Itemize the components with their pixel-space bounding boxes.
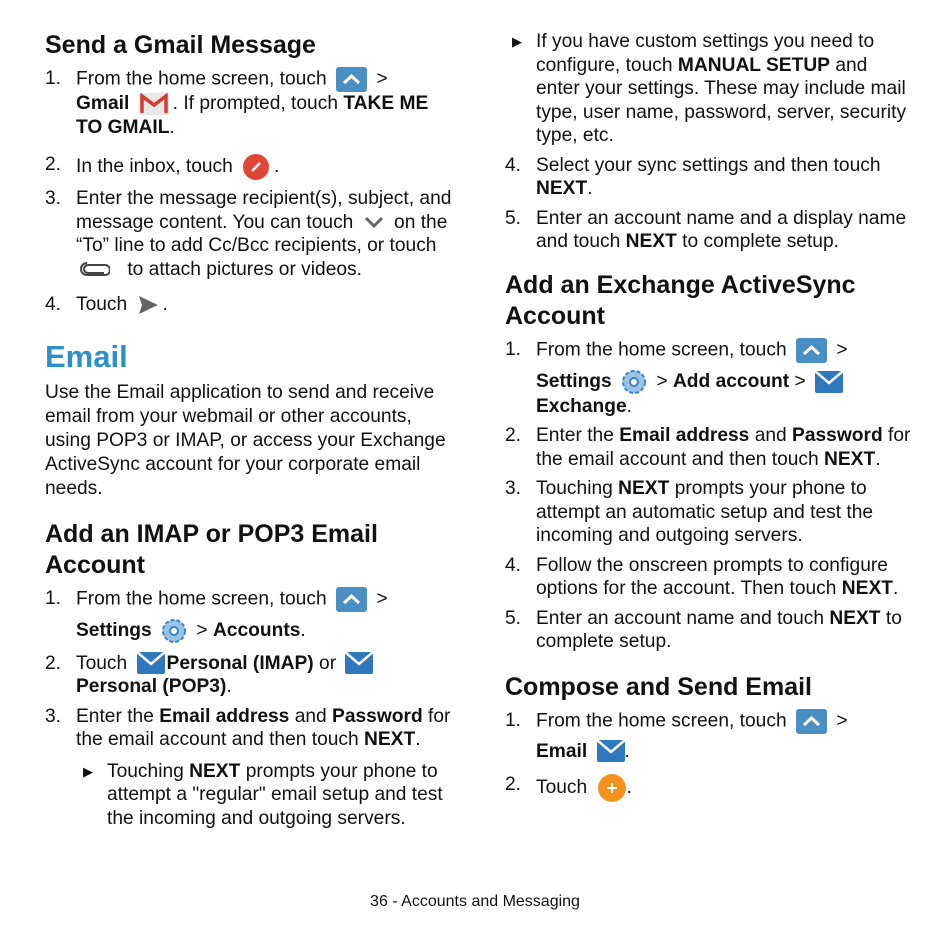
step-number: 3. [505,478,522,499]
imap-steps [45,587,455,831]
list-item: 3. Enter the Email address and Password for the email account and then touch NEXT. ▶ Touching NEXT prompts your phone to attempt a "regular" email setup and test the incoming and outgoing servers. [45,705,455,831]
list-item: 2. Enter the Email address and Password for the email account and then touch NEXT. [505,425,911,470]
bullet-triangle-icon: ▶ [512,34,522,49]
list-item: 3. Enter the message recipient(s), subject, and message content. You can touch on the “To” line to add Cc/Bcc recipients, or touch to attach pictures or videos. [45,188,452,280]
email-icon [597,740,625,762]
email-icon [815,371,843,393]
sub-bullets [76,760,455,831]
step-number: 1. [45,68,62,89]
compose-fab-icon [597,773,627,803]
exchange-section-title: Add an Exchange ActiveSync Account [505,270,856,330]
list-item: 2. In the inbox, touch . [45,153,455,181]
step-number: 3. [45,705,62,727]
list-item: 5. Enter an account name and touch NEXT to complete setup. [505,607,902,652]
left-column [45,30,455,836]
exchange-steps [505,338,915,654]
send-icon [137,294,159,316]
list-item: 2. Touch . [505,773,915,803]
attach-icon [80,261,110,277]
right-column [505,30,915,809]
email-icon [137,652,165,674]
step-number: 4. [505,554,522,576]
apps-icon [796,338,827,363]
apps-icon [336,67,367,92]
chevron-down-icon [363,215,385,229]
step-number: 3. [45,188,62,209]
gmail-steps [45,67,455,317]
apps-icon [796,709,827,734]
compose-icon [242,153,270,181]
step-number: 1. [505,338,522,360]
step-number: 1. [45,587,62,609]
list-item: 5. Enter an account name and a display name and touch NEXT to complete setup. [505,207,907,252]
list-item: 4. Follow the onscreen prompts to configure options for the account. Then touch NEXT. [505,554,899,599]
bullet-triangle-icon: ▶ [83,763,93,779]
email-section-title: Email [45,338,128,374]
list-item: 2. Touch Personal (IMAP) or Personal (POP3). [45,652,455,699]
settings-icon [621,369,647,395]
step-number: 2. [505,774,522,795]
compose-section-title: Compose and Send Email [505,672,813,701]
list-item: 1. From the home screen, touch > Settings > Accounts. [45,587,455,644]
list-item: 4. Touch . [45,294,168,315]
list-item: ▶ Touching NEXT prompts your phone to attempt a "regular" email setup and test the incoming and outgoing servers. [83,760,443,829]
list-item: ▶ If you have custom settings you need to configure, touch MANUAL SETUP and enter your settings. These may include mail type, user name, password, server, security type, etc. [512,31,907,146]
email-intro: Use the Email application to send and receive email from your webmail or other accounts, using POP3 or IMAP, or access your Exchange ActiveSync account for your corporate email needs. [45,381,446,499]
step-number: 5. [505,207,522,229]
step-number: 1. [505,709,522,731]
gmail-section-title: Send a Gmail Message [45,31,316,59]
imap-section-title: Add an IMAP or POP3 Email Account [45,519,378,579]
list-item: 3. Touching NEXT prompts your phone to attempt an automatic setup and test the incoming and outgoing servers. [505,478,874,546]
step-number: 2. [45,652,62,674]
continued-steps [505,154,915,254]
step-number: 4. [45,294,62,315]
gmail-icon [139,93,169,115]
compose-steps [505,709,915,804]
list-item: 4. Select your sync settings and then touch NEXT. [505,154,881,199]
step-number: 4. [505,154,522,176]
step-number: 5. [505,607,522,629]
email-icon [345,652,373,674]
step-number: 2. [505,425,522,446]
list-item: 1. From the home screen, touch > Gmail . If prompted, touch TAKE ME TO GMAIL. [45,68,429,138]
list-item: 1. From the home screen, touch > Email . [505,709,848,762]
step-number: 2. [45,154,62,175]
settings-icon [161,618,187,644]
continued-bullets [505,30,915,148]
apps-icon [336,587,367,612]
page-footer: 36 - Accounts and Messaging [370,893,580,910]
list-item: 1. From the home screen, touch > Settings > Add account > Exchange. [505,338,848,417]
